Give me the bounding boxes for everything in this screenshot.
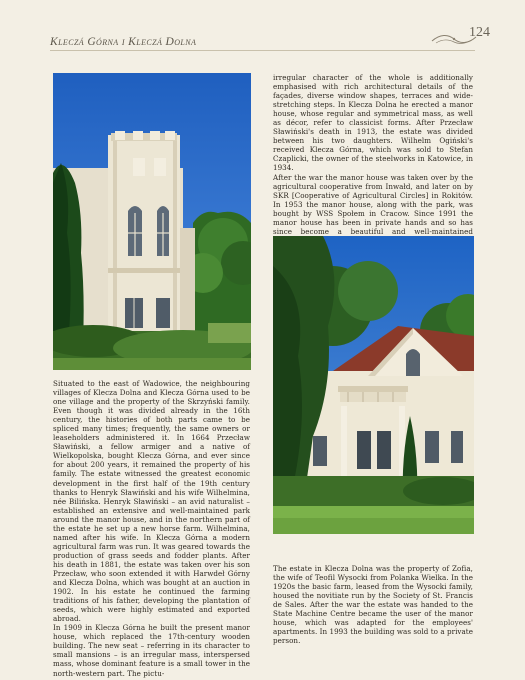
page-number: 124 [469, 25, 490, 40]
manor-terrace-photo [273, 236, 474, 534]
body-text-left-bottom: Situated to the east of Wadowice, the neighbouring villages of Klecza Dolna and Klecza Górna used to be one village and the property of the Skrzyński family. Even though it was divided already in the 16th century, the histories of both parts came to be spliced many times; frequently, the same owners or leaseholders administered it. In 1664 Przecław Sławiński, a fellow armiger and a native of Wielkopolska, bought Klecza Górna, and ever since for about 200 years, it remained the property of his family. The estate witnessed the greatest economic development in the first half of the 19th century thanks to Henryk Sławiński and his wife Wilhelmina, née Bilińska. Henryk Sławiński – an avid naturalist – established an extensive and well-maintained park around the manor house, and in the northern part of the estate he set up a new horse farm. Wilhelmina, named after his wife. In Klecza Górna a modern agricultural farm was run. It was geared towards the production of grass seeds and fodder plants. After his death in 1881, the estate was taken over his son Przecław, who soon extended it with Harwdeł Górny and Klecza Dolna, which was bought at an auction in 1902. In his estate he continued the farming traditions of his father, developing the plantation of seeds, which were highly estimated and exported abroad. In 1909 in Klecza Górna he built the present manor house, which replaced the 17th-century wooden building. The new seat – referring in its character to small mansions – is an irregular mass, interspersed mass, whose dominant feature is a small tower in the north-western part. The pictu- [53, 379, 250, 678]
body-text-right-bottom: The estate in Klecza Dolna was the property of Zofia, the wife of Teofil Wysocki from Polanka Wielka. In the 1920s the basic farm, leased from the Wysocki family, housed the novitiate run by the Society of St. Francis de Sales. After the war the estate was handed to the State Machine Centre became the user of the manor house, which was adapted for the employees' apartments. In 1993 the building was sold to a private person. [273, 564, 473, 646]
body-text-right-top: irregular character of the whole is additionally emphasised with rich architectural details of the façades, diverse window shapes, terraces and wide-stretching steps. In Klecza Dolna he erected a manor house, whose regular and symmetrical mass, as well as décor, refer to classicist forms. After Przecław Sławiński's death in 1913, the estate was divided between his two daughters. Wilhelm Ogiński's received Klecza Górna, which was sold to Stefan Czaplicki, the owner of the steelworks in Katowice, in 1934. After the war the manor house was taken over by the agricultural cooperative from Inwałd, and later on by SKR [Cooperative of Agricultural Circles] in Rokitów. In 1953 the manor house, along with the park, was bought by WSS Społem in Cracow. Since 1991 the manor house has been in private hands and so has since become a beautiful and well-maintained [273, 73, 473, 236]
manor-terrace-illustration [273, 236, 474, 534]
manor-tower-photo [53, 73, 251, 370]
running-header-title: Kleczá Górna i Kleczá Dolna [50, 36, 197, 48]
manor-tower-illustration [53, 73, 251, 370]
header-divider [50, 50, 475, 51]
